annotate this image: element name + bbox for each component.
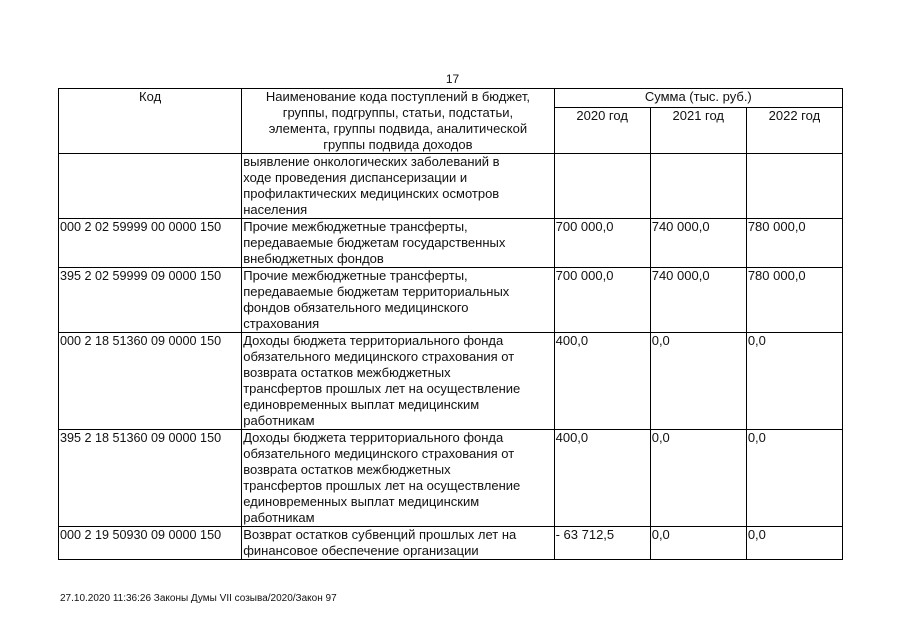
table-row xyxy=(59,430,843,527)
row-code xyxy=(59,154,242,219)
table-row xyxy=(59,219,843,268)
row-value-2021 xyxy=(650,154,746,219)
row-value-2021: 740 000,0 xyxy=(650,219,746,268)
header-year-2021: 2021 год xyxy=(650,108,746,154)
row-value-2020: 700 000,0 xyxy=(554,268,650,333)
row-value-2020 xyxy=(554,154,650,219)
row-value-2021: 740 000,0 xyxy=(650,268,746,333)
row-value-2022: 780 000,0 xyxy=(746,219,842,268)
row-code: 395 2 02 59999 09 0000 150 xyxy=(59,268,242,333)
row-value-2021: 0,0 xyxy=(650,333,746,430)
row-value-2020: 400,0 xyxy=(554,333,650,430)
row-value-2022: 0,0 xyxy=(746,527,842,560)
budget-revenue-table xyxy=(58,88,843,560)
table-row xyxy=(59,154,843,219)
row-name: Прочие межбюджетные трансферты, передаваемые бюджетам территориальных фондов обязательного медицинского страхования xyxy=(242,268,554,333)
row-name: Доходы бюджета территориального фонда обязательного медицинского страхования от возврата остатков межбюджетных трансфертов прошлых лет на осуществление единовременных выплат медицинским работникам xyxy=(242,333,554,430)
row-name: Доходы бюджета территориального фонда обязательного медицинского страхования от возврата остатков межбюджетных трансфертов прошлых лет на осуществление единовременных выплат медицинским работникам xyxy=(242,430,554,527)
document-footer: 27.10.2020 11:36:26 Законы Думы VII созыва/2020/Закон 97 xyxy=(60,593,337,604)
row-value-2021: 0,0 xyxy=(650,430,746,527)
header-year-2022: 2022 год xyxy=(746,108,842,154)
row-value-2020: 700 000,0 xyxy=(554,219,650,268)
row-name: Прочие межбюджетные трансферты, передаваемые бюджетам государственных внебюджетных фондов xyxy=(242,219,554,268)
row-code: 000 2 02 59999 00 0000 150 xyxy=(59,219,242,268)
page-number: 17 xyxy=(445,72,460,86)
row-name: выявление онкологических заболеваний в ходе проведения диспансеризации и профилактических медицинских осмотров населения xyxy=(242,154,554,219)
row-code: 395 2 18 51360 09 0000 150 xyxy=(59,430,242,527)
header-code: Код xyxy=(59,89,242,154)
row-code: 000 2 18 51360 09 0000 150 xyxy=(59,333,242,430)
row-value-2021: 0,0 xyxy=(650,527,746,560)
header-sum: Сумма (тыс. руб.) xyxy=(554,89,842,108)
header-year-2020: 2020 год xyxy=(554,108,650,154)
row-value-2022: 0,0 xyxy=(746,430,842,527)
row-code: 000 2 19 50930 09 0000 150 xyxy=(59,527,242,560)
table-row xyxy=(59,268,843,333)
header-name: Наименование кода поступлений в бюджет, группы, подгруппы, статьи, подстатьи, элемента, группы подвида, аналитической группы подвида доходов xyxy=(242,89,554,154)
row-value-2022 xyxy=(746,154,842,219)
row-name: Возврат остатков субвенций прошлых лет на финансовое обеспечение организации xyxy=(242,527,554,560)
row-value-2020: - 63 712,5 xyxy=(554,527,650,560)
row-value-2022: 0,0 xyxy=(746,333,842,430)
row-value-2020: 400,0 xyxy=(554,430,650,527)
table-row xyxy=(59,333,843,430)
table-row xyxy=(59,527,843,560)
table-header-row xyxy=(59,89,843,108)
row-value-2022: 780 000,0 xyxy=(746,268,842,333)
